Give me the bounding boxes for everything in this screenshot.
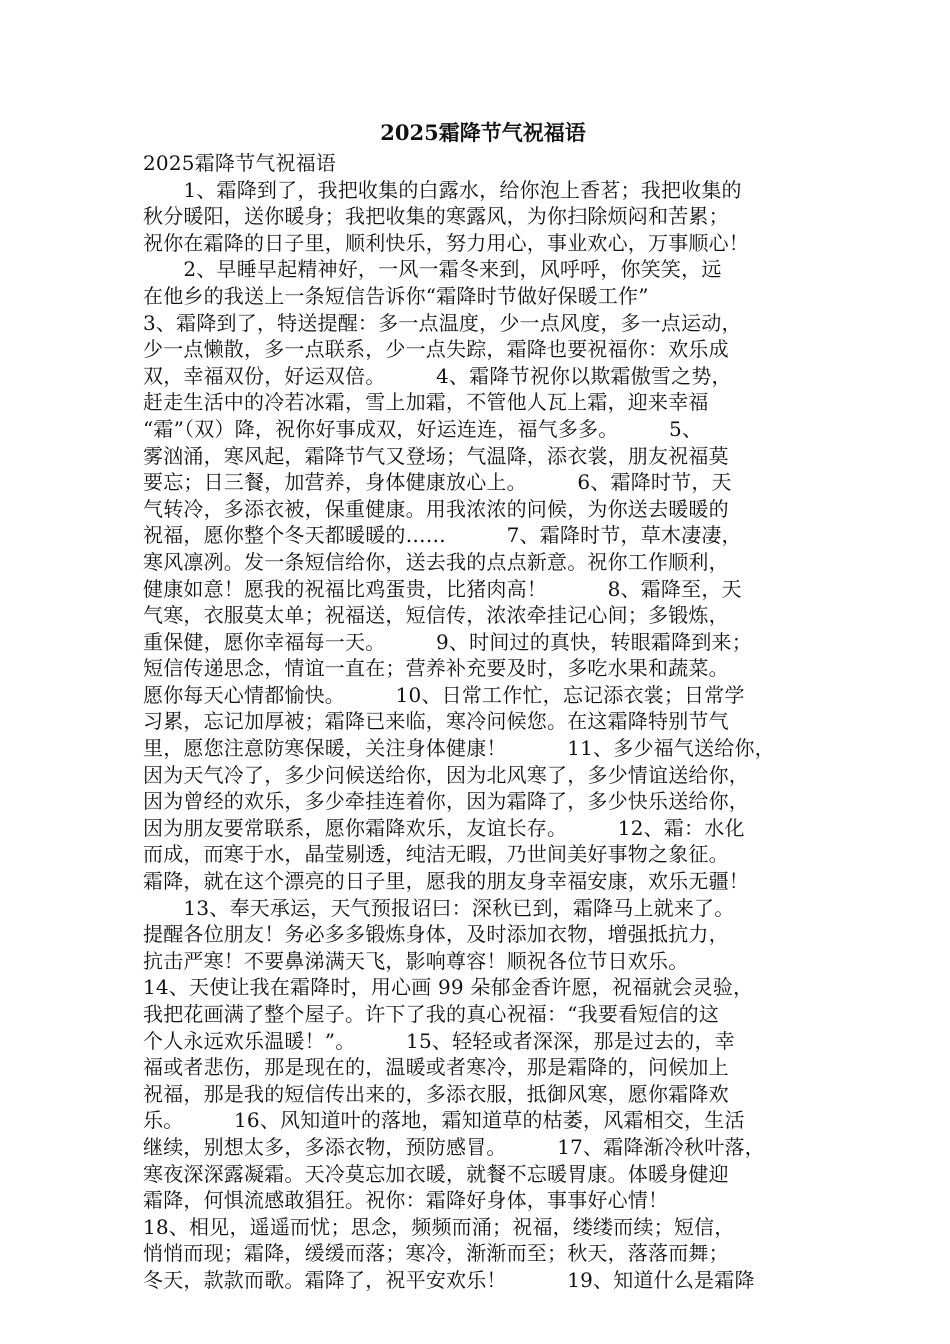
body-line: 祝福，愿你整个冬天都暖暖的…… 7、霜降时节，草木凄凄， (143, 523, 742, 548)
body-line: 18、相见，遥遥而忧；思念，频频而涌；祝福，缕缕而续；短信， (143, 1214, 735, 1239)
document-page (143, 118, 823, 1294)
body-line: 悄悄而现；霜降，缓缓而落；寒冷，渐渐而至；秋天，落落而舞； (143, 1241, 729, 1266)
body-line: 14、天使让我在霜降时，用心画 99 朵郁金香许愿，祝福就会灵验， (143, 975, 754, 1000)
body-line: 气转冷，多添衣被，保重健康。用我浓浓的问候，为你送去暖暖的 (143, 496, 729, 521)
body-line: 而成，而寒于水，晶莹剔透，纯洁无暇，乃世间美好事物之象征。 (143, 842, 729, 867)
body-line: 健康如意！愿我的祝福比鸡蛋贵，比猪肉高！ 8、霜降至，天 (143, 576, 742, 601)
body-line: 个人永远欢乐温暖！”。 15、轻轻或者深深，那是过去的，幸 (143, 1028, 735, 1053)
body-line: 霜降，何惧流感敢猖狂。祝你：霜降好身体，事事好心情！ (143, 1188, 669, 1213)
body-line: 抗击严寒！不要鼻涕满天飞，影响尊容！顺祝各位节日欢乐。 (143, 948, 689, 973)
body-line: 双，幸福双份，好运双倍。 4、霜降节祝你以欺霜傲雪之势， (143, 363, 732, 388)
body-line: 因为天气冷了，多少问候送给你，因为北风寒了，多少情谊送给你， (143, 762, 749, 787)
body-line: 霜降，就在这个漂亮的日子里，愿我的朋友身幸福安康，欢乐无疆！ (143, 869, 749, 894)
body-line: 乐。 16、风知道叶的落地，霜知道草的枯萎，风霜相交，生活 (143, 1108, 745, 1133)
body-line: 福或者悲伤，那是现在的，温暖或者寒冷，那是霜降的，问候加上 (143, 1055, 729, 1080)
body-line: 我把花画满了整个屋子。许下了我的真心祝福：“我要看短信的这 (143, 1002, 720, 1026)
body-line: 在他乡的我送上一条短信告诉你“霜降时节做好保暖工作” (143, 283, 649, 308)
body-line: 愿你每天心情都愉快。 10、日常工作忙，忘记添衣裳；日常学 (143, 682, 745, 707)
body-line: “霜”（双）降，祝你好事成双，好运连连，福气多多。 5、 (143, 416, 703, 441)
document-body (143, 177, 823, 1294)
body-line: 寒风凛冽。发一条短信给你，送去我的点点新意。祝你工作顺利， (143, 549, 729, 574)
body-line: 雾汹涌，寒风起，霜降节气又登场；气温降，添衣裳，朋友祝福莫 (143, 443, 729, 468)
body-line: 因为曾经的欢乐，多少牵挂连着你，因为霜降了，多少快乐送给你， (143, 789, 749, 814)
body-line: 2、早睡早起精神好，一风一霜冬来到，风呼呼，你笑笑，远 (143, 257, 722, 282)
body-line: 寒夜深深露凝霜。天冷莫忘加衣暖，就餐不忘暖胃康。体暖身健迎 (143, 1161, 729, 1186)
document-subtitle: 2025霜降节气祝福语 (143, 151, 337, 175)
body-line: 冬天，款款而歌。霜降了，祝平安欢乐！ 19、知道什么是霜降 (143, 1267, 755, 1292)
body-line: 短信传递思念，情谊一直在；营养补充要及时，多吃水果和蔬菜。 (143, 656, 729, 681)
body-line: 赶走生活中的冷若冰霜，雪上加霜，不管他人瓦上霜，迎来幸福 (143, 390, 709, 415)
body-line: 祝福，那是我的短信传出来的，多添衣服，抵御风寒，愿你霜降欢 (143, 1081, 729, 1106)
body-line: 因为朋友要常联系，愿你霜降欢乐，友谊长存。 12、霜：水化 (143, 815, 745, 840)
body-line: 3、霜降到了，特送提醒：多一点温度，少一点风度，多一点运动， (143, 310, 742, 335)
document-title: 2025霜降节气祝福语 (380, 120, 586, 145)
body-line: 祝你在霜降的日子里，顺利快乐，努力用心，事业欢心，万事顺心！ (143, 230, 749, 255)
body-line: 13、奉天承运，天气预报诏曰：深秋已到，霜降马上就来了。 (143, 895, 735, 920)
body-line: 少一点懒散，多一点联系，少一点失踪，霜降也要祝福你：欢乐成 (143, 337, 729, 362)
body-line: 1、霜降到了，我把收集的白露水，给你泡上香茗；我把收集的 (143, 177, 742, 202)
body-line: 提醒各位朋友！务必多多锻炼身体，及时添加衣物，增强抵抗力， (143, 922, 729, 947)
body-line: 继续，别想太多，多添衣物，预防感冒。 17、霜降渐冷秋叶落， (143, 1134, 765, 1159)
body-line: 要忘；日三餐，加营养，身体健康放心上。 6、霜降时节，天 (143, 470, 732, 495)
body-line: 习累，忘记加厚被；霜降已来临，寒冷问候您。在这霜降特别节气 (143, 709, 729, 734)
body-line: 秋分暖阳，送你暖身；我把收集的寒露风，为你扫除烦闷和苦累； (143, 204, 729, 229)
body-line: 重保健，愿你幸福每一天。 9、时间过的真快，转眼霜降到来； (143, 629, 752, 654)
body-line: 里，愿您注意防寒保暖，关注身体健康！ 11、多少福气送给你， (143, 736, 775, 761)
body-line: 气寒，衣服莫太单；祝福送，短信传，浓浓牵挂记心间；多锻炼， (143, 603, 729, 628)
